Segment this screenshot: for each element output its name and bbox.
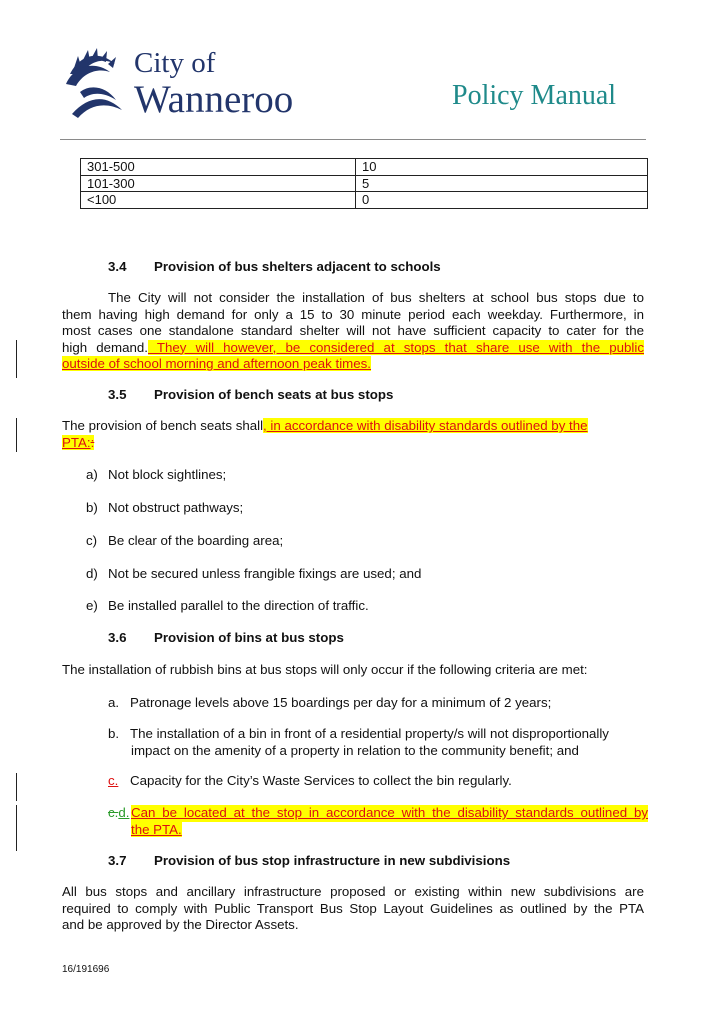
plain-text: The provision of bench seats shall: [62, 418, 264, 433]
tracked-deletion: :: [90, 434, 95, 450]
section-number: 3.4: [108, 259, 127, 274]
section-3-5-intro: [62, 418, 644, 451]
table-cell: 5: [356, 175, 648, 192]
section-3-4-heading: [108, 259, 441, 276]
list-label: b.: [108, 726, 120, 741]
section-3-6-heading: [108, 630, 344, 647]
table-cell: <100: [81, 192, 356, 209]
list-item: [86, 566, 421, 583]
list-label: a.: [108, 695, 120, 710]
manual-title: Policy Manual: [452, 80, 617, 111]
table-cell: 10: [356, 159, 648, 176]
paragraph-line: [108, 822, 648, 839]
document-reference: 16/191696: [62, 964, 110, 975]
list-label: [108, 805, 131, 822]
table-cell: 0: [356, 192, 648, 209]
section-number: 3.5: [108, 387, 127, 402]
section-title: Provision of bench seats at bus stops: [154, 387, 394, 402]
list-item: [86, 533, 283, 550]
list-item: [86, 467, 226, 484]
section-3-5-heading: [108, 387, 393, 404]
list-text: Be clear of the boarding area;: [108, 533, 284, 548]
section-3-4-paragraph: [62, 290, 644, 373]
paragraph-line: All bus stops and ancillary infrastructure proposed or existing within new subdivisions are: [62, 884, 644, 899]
section-title: Provision of bins at bus stops: [154, 630, 344, 645]
list-text: Capacity for the City’s Waste Services to collect the bin regularly.: [130, 773, 512, 788]
list-text: Not block sightlines;: [108, 467, 227, 482]
paragraph-line: [62, 356, 644, 373]
paragraph-line: required to comply with Public Transport Bus Stop Layout Guidelines as outlined by the PTA: [62, 900, 644, 916]
paragraph-line: them having high demand for only a 15 to 30 minute period each weekday. Furthermore, in: [62, 306, 644, 322]
paragraph-line: most cases one standalone standard shelter will not have sufficient capacity to cater for the: [62, 323, 644, 338]
list-label: c.: [108, 773, 119, 788]
tracked-insertion: They will however, be considered at stops that share use with the public: [148, 339, 644, 355]
section-number: 3.6: [108, 630, 127, 645]
section-3-6-intro: The installation of rubbish bins at bus stops will only occur if the following criteria are met:: [62, 662, 588, 677]
logo-text-city-of: City of: [134, 47, 216, 79]
header-divider: [60, 139, 646, 140]
list-label: b): [86, 500, 98, 515]
list-text: impact on the amenity of a property in relation to the community benefit; and: [131, 742, 579, 758]
tracked-insertion: d.: [118, 805, 130, 820]
section-number: 3.7: [108, 853, 127, 868]
section-3-7-paragraph: [62, 884, 644, 934]
tracked-insertion: outside of school morning and afternoon peak times.: [62, 356, 371, 371]
list-label: c): [86, 533, 98, 548]
table-row: [81, 175, 648, 192]
list-label: e): [86, 598, 98, 613]
list-item: [86, 598, 369, 615]
list-text: Not be secured unless frangible fixings are used; and: [108, 566, 422, 581]
list-item: [108, 805, 648, 838]
list-label: d): [86, 566, 98, 581]
tracked-insertion: the PTA.: [131, 821, 182, 837]
change-bar: [16, 773, 17, 801]
section-title: Provision of bus shelters adjacent to schools: [154, 259, 441, 274]
list-text: The installation of a bin in front of a residential property/s will not disproportionally: [130, 726, 609, 741]
table-cell: 101-300: [81, 175, 356, 192]
list-text: Patronage levels above 15 boardings per day for a minimum of 2 years;: [130, 695, 552, 710]
section-3-7-heading: [108, 853, 510, 870]
change-bar: [16, 805, 17, 851]
table-cell: 301-500: [81, 159, 356, 176]
change-bar: [16, 418, 17, 452]
table-row: [81, 159, 648, 176]
tracked-insertion: , in accordance with disability standards outlined by the: [263, 418, 588, 433]
paragraph-line: [108, 805, 648, 822]
plain-text: high demand.: [62, 339, 149, 355]
paragraph-line: The City will not consider the installation of bus shelters at school bus stops due to: [108, 290, 644, 305]
list-item: [108, 773, 648, 790]
section-title: Provision of bus stop infrastructure in new subdivisions: [154, 853, 511, 868]
paragraph-line: [62, 340, 644, 357]
tracked-deletion: c.: [108, 805, 119, 820]
list-text: Not obstruct pathways;: [108, 500, 244, 515]
patronage-table: [80, 158, 648, 209]
paragraph-line: [108, 726, 648, 743]
paragraph-line: [62, 418, 644, 435]
paragraph-line: [62, 435, 644, 452]
change-bar: [16, 340, 17, 378]
logo-text-wanneroo: Wanneroo: [134, 78, 294, 121]
list-text: Be installed parallel to the direction of traffic.: [108, 598, 369, 613]
list-item: [108, 695, 648, 712]
list-label: a): [86, 467, 98, 482]
paragraph-line: and be approved by the Director Assets.: [62, 917, 299, 932]
list-item: [86, 500, 243, 517]
tracked-insertion: Can be located at the stop in accordance with the disability standards outlined by: [131, 805, 648, 820]
tracked-insertion: PTA:: [62, 434, 91, 450]
list-item: [108, 726, 648, 759]
table-row: [81, 192, 648, 209]
